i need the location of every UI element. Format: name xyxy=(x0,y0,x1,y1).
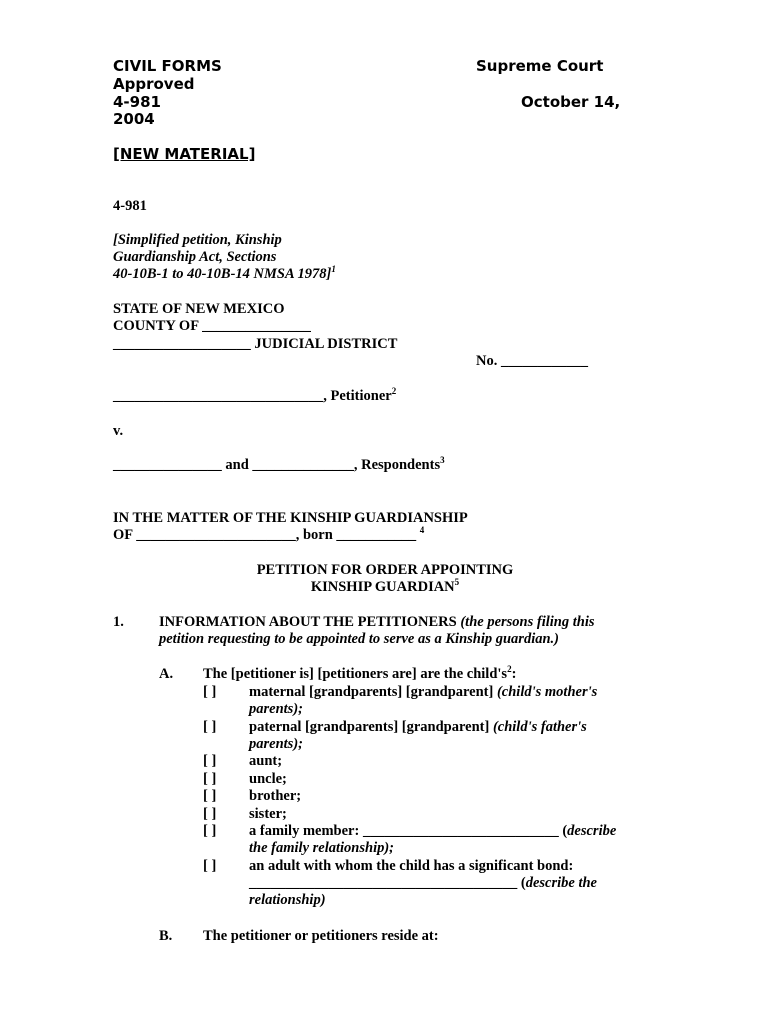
new-material-label: [NEW MATERIAL] xyxy=(113,145,256,163)
approval-year: 2004 xyxy=(113,110,155,128)
county-line: COUNTY OF _______________ xyxy=(113,318,311,334)
option-family-member-note2: the family relationship); xyxy=(249,840,394,856)
approved-label: Approved xyxy=(113,75,195,93)
checkbox-paternal[interactable]: [ ] xyxy=(203,719,217,735)
footnote-1: 1 xyxy=(331,264,336,275)
option-maternal-text: maternal [grandparents] [grandparent] xyxy=(249,684,497,700)
option-uncle-label: uncle; xyxy=(249,771,287,787)
checkbox-sister[interactable]: [ ] xyxy=(203,806,217,822)
footnote-5: 5 xyxy=(454,577,460,588)
section-1-number: 1. xyxy=(113,614,124,630)
respondents-text: _______________ and ______________, Respondents xyxy=(113,457,441,473)
option-maternal-note2: parents); xyxy=(249,701,303,717)
petition-title-line2 xyxy=(0,579,770,597)
subsection-a-statement: The [petitioner is] [petitioners are] are the child's xyxy=(203,666,508,682)
petition-title-line1: PETITION FOR ORDER APPOINTING xyxy=(256,562,514,578)
option-paternal-note: (child's father's xyxy=(492,719,587,735)
option-brother-label: brother; xyxy=(249,788,302,804)
petitioner-line xyxy=(113,388,396,406)
footnote-2-ref: 2 xyxy=(507,664,512,675)
option-paternal-text: paternal [grandparents] [grandparent] xyxy=(249,719,493,735)
option-significant-bond-line2 xyxy=(249,875,649,893)
checkbox-family-member[interactable]: [ ] xyxy=(203,823,217,839)
checkbox-uncle[interactable]: [ ] xyxy=(203,771,217,787)
checkbox-brother[interactable]: [ ] xyxy=(203,788,217,804)
checkbox-aunt[interactable]: [ ] xyxy=(203,753,217,769)
rule-title-line2: Guardianship Act, Sections xyxy=(113,249,277,265)
versus-line: v. xyxy=(113,423,124,439)
rule-number: 4-981 xyxy=(113,198,147,214)
district-line: ___________________ JUDICIAL DISTRICT xyxy=(113,336,398,352)
case-number-line: No. ____________ xyxy=(476,353,588,369)
option-significant-bond-label: an adult with whom the child has a significant bond: xyxy=(249,858,574,874)
approval-date: October 14, xyxy=(521,93,621,111)
option-family-member-note: describe xyxy=(567,823,617,839)
checkbox-maternal[interactable]: [ ] xyxy=(203,684,217,700)
option-significant-bond-blank: _____________________________________ ( xyxy=(249,875,526,891)
option-aunt-label: aunt; xyxy=(249,753,283,769)
form-number-header: 4-981 xyxy=(113,93,161,111)
subsection-a-text xyxy=(203,666,516,684)
matter-line1: IN THE MATTER OF THE KINSHIP GUARDIANSHIP xyxy=(113,510,468,526)
footnote-2: 2 xyxy=(391,386,397,397)
option-maternal-note: (child's mother's xyxy=(496,684,598,700)
respondents-line xyxy=(113,457,445,475)
footnote-3: 3 xyxy=(440,455,445,466)
section-1-heading xyxy=(159,614,629,632)
petitioner-text: _____________________________, Petitioner xyxy=(113,388,392,404)
matter-line2 xyxy=(113,527,424,545)
rule-title-text: 40-10B-1 to 40-10B-14 NMSA 1978] xyxy=(113,266,332,282)
option-significant-bond-note2: relationship) xyxy=(249,892,326,908)
option-paternal-note2: parents); xyxy=(249,736,303,752)
petition-title-text: KINSHIP GUARDIAN xyxy=(310,579,455,595)
form-category: CIVIL FORMS xyxy=(113,57,222,75)
subsection-a-colon: : xyxy=(511,666,517,682)
rule-title-line1: [Simplified petition, Kinship xyxy=(113,232,282,248)
option-maternal-label xyxy=(249,684,641,702)
court-name: Supreme Court xyxy=(476,57,604,75)
matter-text: OF ______________________, born ___________ xyxy=(113,527,417,543)
subsection-b-label: B. xyxy=(159,928,173,944)
option-sister-label: sister; xyxy=(249,806,287,822)
section-1-heading-note2: petition requesting to be appointed to serve as a Kinship guardian.) xyxy=(159,631,559,647)
section-1-heading-text: INFORMATION ABOUT THE PETITIONERS xyxy=(159,614,461,630)
subsection-a-label: A. xyxy=(159,666,174,682)
subsection-b-text: The petitioner or petitioners reside at: xyxy=(203,928,439,944)
option-family-member-text: a family member: ___________________________ ( xyxy=(249,823,568,839)
option-paternal-label xyxy=(249,719,641,737)
state-line: STATE OF NEW MEXICO xyxy=(113,301,285,317)
option-family-member-label xyxy=(249,823,641,841)
section-1-heading-note: (the persons filing this xyxy=(460,614,595,630)
rule-title-line3 xyxy=(113,266,336,284)
footnote-4: 4 xyxy=(419,525,425,536)
checkbox-significant-bond[interactable]: [ ] xyxy=(203,858,217,874)
option-significant-bond-note: describe the xyxy=(525,875,597,891)
